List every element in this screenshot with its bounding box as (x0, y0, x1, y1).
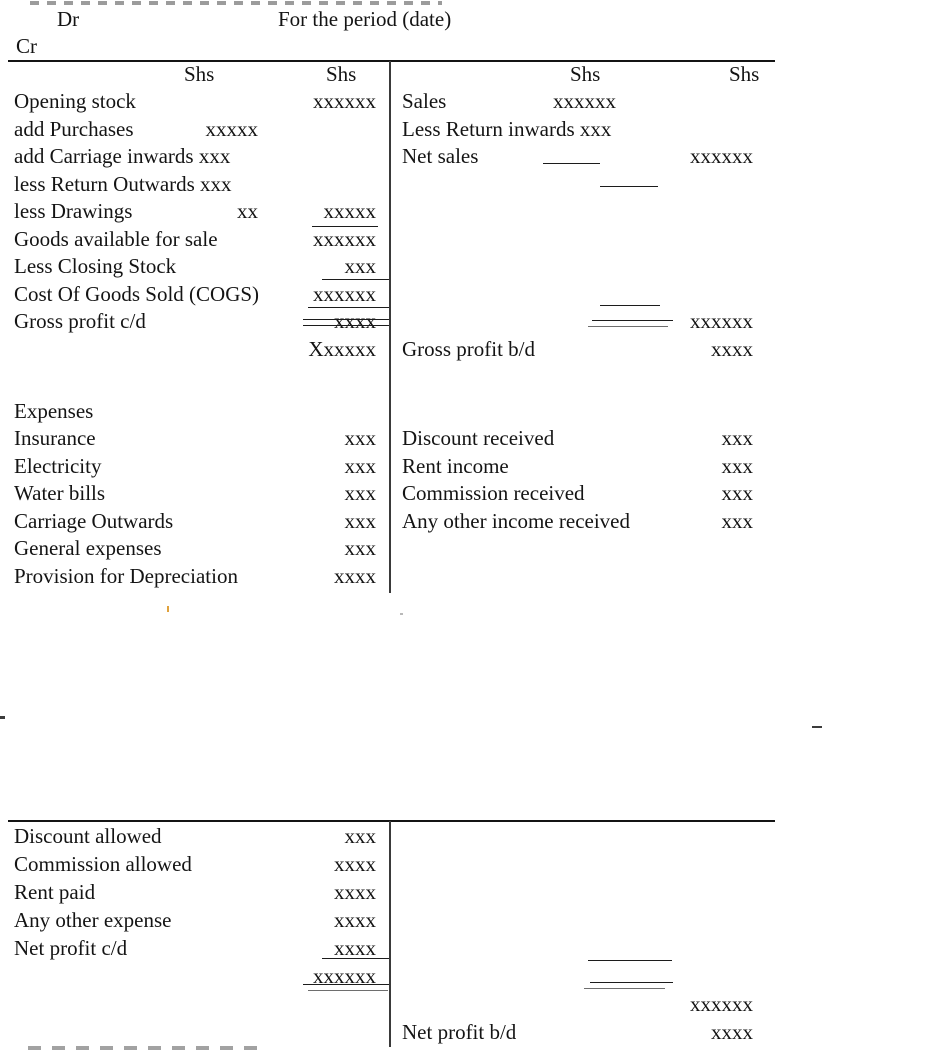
amount-cell: xxx (344, 453, 376, 478)
trading-debit-row (8, 282, 380, 310)
expense-row (8, 426, 380, 454)
cr-label: Cr (16, 34, 37, 58)
account-label: add Purchases (14, 116, 134, 141)
rule-right-double-top (592, 320, 673, 321)
trading-credit-row (396, 117, 757, 145)
amount-cell: xxxx (334, 908, 376, 932)
column-header-shs-3: Shs (570, 62, 601, 86)
expense-row (8, 454, 380, 482)
rule-under-closing-stock (322, 279, 389, 280)
income-credit-column (396, 426, 757, 536)
account-label: Gross profit c/d (14, 309, 146, 333)
rule-pl-right-subtotal (588, 960, 672, 961)
amount-cell: xxx (344, 481, 376, 505)
amount-cell: xxx (721, 453, 753, 478)
dr-label: Dr (57, 7, 80, 31)
trading-debit-total-row (8, 337, 380, 365)
column-header-shs-1: Shs (184, 62, 215, 86)
rule-net-sales-blank (543, 163, 600, 164)
account-label: Less Return inwards xxx (402, 116, 612, 141)
account-label: Discount received (402, 426, 555, 450)
amount-cell: xxxxxx (313, 226, 376, 251)
account-label: Provision for Depreciation (14, 563, 238, 588)
expense-row (8, 564, 380, 592)
account-label: Commission received (402, 481, 585, 505)
stray-mark (0, 716, 5, 719)
expenses-debit-column (8, 426, 380, 591)
rule-right-double-bottom (588, 326, 668, 327)
pl-debit-row (8, 908, 380, 936)
pl-debit-row (8, 880, 380, 908)
trading-debit-row (8, 254, 380, 282)
expense-row (8, 536, 380, 564)
rule-pl-right-double-bottom (584, 988, 665, 989)
account-label: Opening stock (14, 89, 136, 113)
amount-cell: xxxxxx (690, 144, 753, 168)
trading-debit-row (8, 89, 380, 117)
pl-debit-column (8, 824, 380, 992)
amount-cell: xxx (344, 824, 376, 848)
total-amount-cell: xxxxxx (313, 964, 376, 988)
amount-cell: xxx (344, 536, 376, 560)
amount-cell: xxx (344, 426, 376, 450)
amount-cell: xxxxxx (313, 89, 376, 113)
account-label: Carriage Outwards (14, 508, 174, 533)
account-label: Electricity (14, 453, 102, 478)
amount-cell: xxxxxx (690, 309, 753, 333)
pl-debit-row (8, 824, 380, 852)
stray-mark (812, 726, 822, 728)
account-label: Any other income received (402, 508, 630, 533)
pl-credit-row (396, 1020, 757, 1048)
amount-cell: xxx (721, 481, 753, 505)
account-label: Net profit c/d (14, 936, 128, 960)
rule-under-drawings-amount (312, 226, 378, 227)
rule-pl-right-double-top (590, 982, 673, 983)
clipped-top-text-fragment (30, 1, 442, 5)
amount-mid-cell: xxxxxx (553, 89, 616, 113)
rule-through-gross-profit (303, 319, 389, 320)
amount-cell: xxxxx (323, 199, 376, 223)
rule-under-pl-total (303, 984, 389, 985)
trading-debit-row (8, 199, 380, 227)
column-header-shs-2: Shs (326, 62, 357, 86)
account-label: Insurance (14, 426, 96, 450)
amount-mid-cell: xxxxx (205, 116, 258, 141)
account-label: Discount allowed (14, 824, 162, 848)
account-label: Net profit b/d (402, 1020, 517, 1044)
table1-top-border (8, 60, 775, 62)
amount-mid-cell: xx (237, 199, 258, 223)
account-label: Less Closing Stock (14, 254, 177, 278)
pl-debit-row (8, 852, 380, 880)
amount-cell: xxxx (334, 309, 376, 333)
rule-under-pl-total-second (308, 990, 388, 991)
rule-below-net-sales (600, 186, 658, 187)
account-label: Gross profit b/d (402, 336, 535, 361)
period-label: For the period (date) (278, 7, 452, 31)
rule-under-gross-profit (303, 325, 389, 326)
pl-debit-total-row (8, 964, 380, 992)
amount-cell: xxxxxx (690, 992, 753, 1016)
account-label: less Return Outwards xxx (14, 171, 232, 196)
account-label: Cost Of Goods Sold (COGS) (14, 281, 260, 306)
trading-credit-row (396, 144, 757, 172)
account-label: Rent income (402, 453, 509, 478)
rule-under-cogs (308, 307, 389, 308)
trading-debit-row (8, 227, 380, 255)
amount-cell: xxxx (334, 563, 376, 588)
table1-center-divider (389, 61, 391, 593)
amount-cell: xxx (721, 426, 753, 450)
clipped-bottom-text-fragment (28, 1046, 263, 1050)
income-row (396, 509, 757, 537)
expense-row (8, 509, 380, 537)
trading-debit-row (8, 144, 380, 172)
total-amount-cell: Xxxxxx (308, 336, 376, 361)
trading-credit-row (396, 89, 757, 117)
account-label: Rent paid (14, 880, 96, 904)
trading-debit-row (8, 309, 380, 337)
amount-cell: xxxx (334, 936, 376, 960)
account-label: Commission allowed (14, 852, 192, 876)
amount-cell: xxxxxx (313, 281, 376, 306)
income-row (396, 454, 757, 482)
table2-top-border (8, 820, 775, 822)
column-header-shs-4: Shs (729, 62, 760, 86)
amount-cell: xxx (344, 254, 376, 278)
trading-debit-row (8, 172, 380, 200)
trading-debit-row (8, 117, 380, 145)
expense-row (8, 481, 380, 509)
pl-credit-row (396, 992, 757, 1020)
account-label: Water bills (14, 481, 106, 505)
amount-cell: xxxx (711, 1020, 753, 1044)
pl-debit-row (8, 936, 380, 964)
trading-credit-row (396, 337, 757, 365)
trading-credit-column (396, 89, 757, 364)
account-label: add Carriage inwards xxx (14, 144, 231, 168)
account-label: General expenses (14, 536, 162, 560)
income-row (396, 481, 757, 509)
trading-credit-row (396, 309, 757, 337)
stray-mark (167, 606, 169, 612)
expenses-heading: Expenses (14, 399, 94, 423)
account-label: Net sales (402, 144, 479, 168)
stray-mark (400, 613, 403, 615)
pl-credit-column (396, 824, 757, 1048)
table2-center-divider (389, 821, 391, 1047)
account-label: Goods available for sale (14, 226, 218, 251)
amount-cell: xxx (344, 508, 376, 533)
account-label: Sales (402, 89, 447, 113)
income-row (396, 426, 757, 454)
account-label: less Drawings (14, 199, 133, 223)
amount-cell: xxxx (334, 852, 376, 876)
amount-cell: xxxx (711, 336, 753, 361)
amount-cell: xxx (721, 508, 753, 533)
account-label: Any other expense (14, 908, 172, 932)
rule-right-subtotal (600, 305, 660, 306)
rule-under-net-profit-cd (322, 958, 389, 959)
amount-cell: xxxx (334, 880, 376, 904)
